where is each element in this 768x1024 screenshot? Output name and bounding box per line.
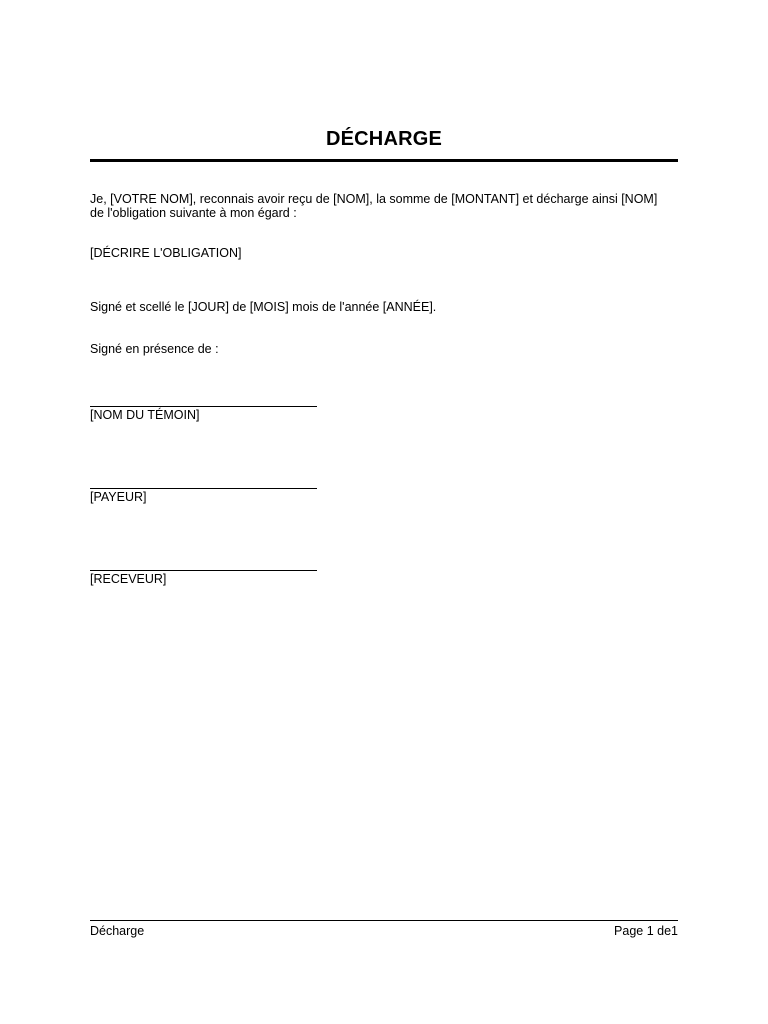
document-title: DÉCHARGE	[325, 128, 443, 150]
footer-page-number: Page 1 de1	[614, 924, 678, 938]
payer-signature-line	[90, 488, 317, 489]
payer-label: [PAYEUR]	[90, 490, 147, 504]
witness-name-label: [NOM DU TÉMOIN]	[90, 408, 200, 422]
footer-divider	[90, 920, 678, 921]
receiver-signature-line	[90, 570, 317, 571]
declaration-line-1: Je, [VOTRE NOM], reconnais avoir reçu de [NOM], la somme de [MONTANT] et décharge ainsi [NOM]	[90, 192, 658, 206]
signed-presence-statement: Signé en présence de :	[90, 342, 219, 356]
receiver-label: [RECEVEUR]	[90, 572, 167, 586]
declaration-line-2: de l'obligation suivante à mon égard :	[90, 206, 297, 220]
footer-document-name: Décharge	[90, 924, 145, 938]
obligation-placeholder: [DÉCRIRE L'OBLIGATION]	[90, 246, 242, 260]
title-divider	[90, 159, 678, 162]
witness-signature-line	[90, 406, 317, 407]
signed-sealed-statement: Signé et scellé le [JOUR] de [MOIS] mois de l'année [ANNÉE].	[90, 300, 437, 314]
